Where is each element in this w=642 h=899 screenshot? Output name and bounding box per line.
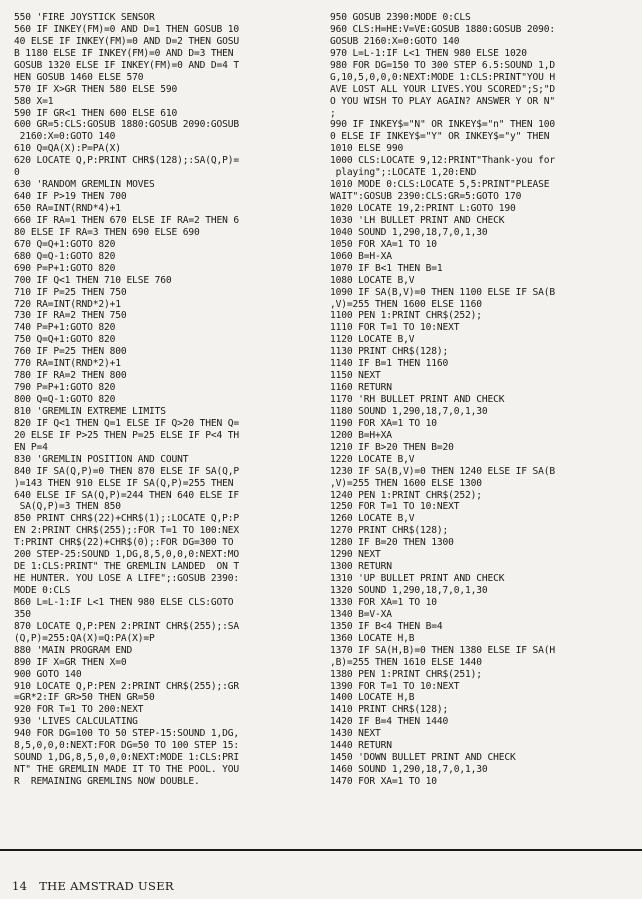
code-line: 1170 'RH BULLET PRINT AND CHECK bbox=[330, 394, 505, 405]
code-line: 940 FOR DG=100 TO 50 STEP-15:SOUND 1,DG, bbox=[14, 728, 240, 740]
code-line: 740 P=P+1:GOTO 820 bbox=[14, 322, 116, 334]
code-line: 610 Q=QA(X):P=PA(X) bbox=[14, 143, 121, 155]
code-line: 1110 FOR T=1 TO 10:NEXT bbox=[330, 322, 460, 334]
code-line: SOUND 1,DG,8,5,0,0,0:NEXT:MODE 1:CLS:PRI bbox=[14, 752, 240, 764]
code-line: 1200 B=H+XA bbox=[330, 429, 392, 441]
code-line: 1250 FOR T=1 TO 10:NEXT bbox=[330, 501, 460, 513]
code-line: AVE LOST ALL YOUR LIVES.YOU SCORED";S;"D bbox=[330, 83, 556, 95]
code-line: 640 IF P>19 THEN 700 bbox=[14, 191, 127, 203]
code-line: DE 1:CLS:PRINT" THE GREMLIN LANDED ON T bbox=[14, 561, 240, 573]
code-line: ,V)=255 THEN 1600 ELSE 1300 bbox=[330, 477, 482, 489]
code-line: 40 ELSE IF INKEY(FM)=0 AND D=2 THEN GOSU bbox=[14, 35, 240, 47]
code-line: 680 Q=Q-1:GOTO 820 bbox=[14, 250, 116, 262]
listing-column-left bbox=[14, 12, 318, 788]
code-line: 920 FOR T=1 TO 200:NEXT bbox=[14, 704, 144, 716]
code-line: ,B)=255 THEN 1610 ELSE 1440 bbox=[330, 656, 482, 668]
code-line: 910 LOCATE Q,P:PEN 2:PRINT CHR$(255);:GR bbox=[14, 680, 240, 692]
code-line: 550 'FIRE JOYSTICK SENSOR bbox=[14, 12, 155, 23]
code-line: 1230 IF SA(B,V)=0 THEN 1240 ELSE IF SA(B bbox=[330, 465, 556, 477]
code-line: 1240 PEN 1:PRINT CHR$(252); bbox=[330, 489, 482, 501]
code-line: 200 STEP-25:SOUND 1,DG,8,5,0,0,0:NEXT:MO bbox=[14, 549, 240, 561]
code-line: 2160:X=0:GOTO 140 bbox=[14, 131, 116, 143]
code-line: 870 LOCATE Q,P:PEN 2:PRINT CHR$(255);:SA bbox=[14, 620, 240, 632]
code-line: 650 RA=INT(RND*4)+1 bbox=[14, 203, 121, 214]
code-line: 1360 LOCATE H,B bbox=[330, 632, 415, 644]
code-line: 820 IF Q<1 THEN Q=1 ELSE IF Q>20 THEN Q= bbox=[14, 417, 240, 429]
code-line: 1270 PRINT CHR$(128); bbox=[330, 525, 449, 537]
page-footer bbox=[12, 879, 174, 893]
code-line: 1260 LOCATE B,V bbox=[330, 513, 415, 525]
code-line: 700 IF Q<1 THEN 710 ELSE 760 bbox=[14, 274, 172, 286]
code-line: 80 ELSE IF RA=3 THEN 690 ELSE 690 bbox=[14, 226, 200, 238]
code-line: 1210 IF B>20 THEN B=20 bbox=[330, 441, 454, 453]
code-line: 350 bbox=[14, 608, 31, 620]
code-line: 1190 FOR XA=1 TO 10 bbox=[330, 417, 437, 429]
code-line: 710 IF P=25 THEN 750 bbox=[14, 286, 127, 298]
code-line: 1310 'UP BULLET PRINT AND CHECK bbox=[330, 573, 505, 585]
code-line: 1120 LOCATE B,V bbox=[330, 334, 415, 346]
code-line: O YOU WISH TO PLAY AGAIN? ANSWER Y OR N" bbox=[330, 95, 556, 107]
code-line: 660 IF RA=1 THEN 670 ELSE IF RA=2 THEN 6 bbox=[14, 214, 240, 226]
code-line: 620 LOCATE Q,P:PRINT CHR$(128);:SA(Q,P)= bbox=[14, 155, 240, 167]
code-line: 970 L=L-1:IF L<1 THEN 980 ELSE 1020 bbox=[330, 47, 527, 59]
code-line: 1180 SOUND 1,290,18,7,0,1,30 bbox=[330, 405, 488, 417]
code-line: 1410 PRINT CHR$(128); bbox=[330, 704, 449, 716]
code-line: playing";:LOCATE 1,20:END bbox=[330, 167, 477, 179]
code-line: 1150 NEXT bbox=[330, 370, 381, 382]
code-line: 630 'RANDOM GREMLIN MOVES bbox=[14, 179, 155, 191]
code-line: 890 IF X=GR THEN X=0 bbox=[14, 656, 127, 668]
code-line: 1020 LOCATE 19,2:PRINT L:GOTO 190 bbox=[330, 203, 516, 214]
code-line: 880 'MAIN PROGRAM END bbox=[14, 644, 133, 656]
code-line: 20 ELSE IF P>25 THEN P=25 ELSE IF P<4 TH bbox=[14, 429, 240, 441]
code-line: 1130 PRINT CHR$(128); bbox=[330, 346, 449, 358]
code-line: 1330 FOR XA=1 TO 10 bbox=[330, 596, 437, 608]
code-line: EN 2:PRINT CHR$(255);:FOR T=1 TO 100:NEX bbox=[14, 525, 240, 537]
code-line: 1400 LOCATE H,B bbox=[330, 692, 415, 704]
code-line: 730 IF RA=2 THEN 750 bbox=[14, 310, 127, 322]
code-line: 1280 IF B=20 THEN 1300 bbox=[330, 537, 454, 549]
code-line: G,10,5,0,0,0:NEXT:MODE 1:CLS:PRINT"YOU H bbox=[330, 71, 556, 83]
code-line: T:PRINT CHR$(22)+CHR$(0);:FOR DG=300 TO bbox=[14, 537, 234, 549]
footer-rule bbox=[0, 849, 642, 851]
code-line: 810 'GREMLIN EXTREME LIMITS bbox=[14, 405, 166, 417]
code-line: 790 P=P+1:GOTO 820 bbox=[14, 382, 116, 394]
code-line: 1140 IF B=1 THEN 1160 bbox=[330, 358, 449, 370]
code-line: )=143 THEN 910 ELSE IF SA(Q,P)=255 THEN bbox=[14, 477, 234, 489]
code-line: 560 IF INKEY(FM)=0 AND D=1 THEN GOSUB 10 bbox=[14, 23, 240, 35]
code-line: 1000 CLS:LOCATE 9,12:PRINT"Thank-you for bbox=[330, 155, 556, 167]
code-line: 570 IF X>GR THEN 580 ELSE 590 bbox=[14, 83, 178, 95]
code-line: 690 P=P+1:GOTO 820 bbox=[14, 262, 116, 274]
code-line: 900 GOTO 140 bbox=[14, 668, 82, 680]
code-line: 640 ELSE IF SA(Q,P)=244 THEN 640 ELSE IF bbox=[14, 489, 240, 501]
code-line: ,V)=255 THEN 1600 ELSE 1160 bbox=[330, 298, 482, 310]
code-line: HEN GOSUB 1460 ELSE 570 bbox=[14, 71, 144, 83]
code-line: 590 IF GR<1 THEN 600 ELSE 610 bbox=[14, 107, 178, 119]
code-line: 1290 NEXT bbox=[330, 549, 381, 561]
code-line: 950 GOSUB 2390:MODE 0:CLS bbox=[330, 12, 471, 23]
code-line: EN P=4 bbox=[14, 441, 48, 453]
code-line: WAIT":GOSUB 2390:CLS:GR=5:GOTO 170 bbox=[330, 191, 522, 203]
code-line: 600 GR=5:CLS:GOSUB 1880:GOSUB 2090:GOSUB bbox=[14, 119, 240, 131]
code-line: 1040 SOUND 1,290,18,7,0,1,30 bbox=[330, 226, 488, 238]
code-line: 1070 IF B<1 THEN B=1 bbox=[330, 262, 443, 274]
code-line: R REMAINING GREMLINS NOW DOUBLE. bbox=[14, 776, 200, 787]
code-line: 1220 LOCATE B,V bbox=[330, 453, 415, 465]
code-line: 670 Q=Q+1:GOTO 820 bbox=[14, 238, 116, 250]
code-line: 750 Q=Q+1:GOTO 820 bbox=[14, 334, 116, 346]
code-line: 1030 'LH BULLET PRINT AND CHECK bbox=[330, 214, 505, 226]
code-line: 720 RA=INT(RND*2)+1 bbox=[14, 298, 121, 310]
code-line: 850 PRINT CHR$(22)+CHR$(1);:LOCATE Q,P:P bbox=[14, 513, 240, 525]
code-line: 1090 IF SA(B,V)=0 THEN 1100 ELSE IF SA(B bbox=[330, 286, 556, 298]
code-line: 1380 PEN 1:PRINT CHR$(251); bbox=[330, 668, 482, 680]
code-line: 0 bbox=[14, 167, 20, 179]
code-line: 990 IF INKEY$="N" OR INKEY$="n" THEN 100 bbox=[330, 119, 556, 131]
code-line: 930 'LIVES CALCULATING bbox=[14, 716, 138, 728]
code-line: 1060 B=H-XA bbox=[330, 250, 392, 262]
code-line: 1010 MODE 0:CLS:LOCATE 5,5:PRINT"PLEASE bbox=[330, 179, 550, 191]
code-line: 1160 RETURN bbox=[330, 382, 392, 394]
code-line: 1470 FOR XA=1 TO 10 bbox=[330, 776, 437, 787]
code-line: 0 ELSE IF INKEY$="Y" OR INKEY$="y" THEN bbox=[330, 131, 550, 143]
code-line: 770 RA=INT(RND*2)+1 bbox=[14, 358, 121, 370]
code-line: 1340 B=V-XA bbox=[330, 608, 392, 620]
code-line: 1370 IF SA(H,B)=0 THEN 1380 ELSE IF SA(H bbox=[330, 644, 556, 656]
code-line: 1420 IF B=4 THEN 1440 bbox=[330, 716, 449, 728]
code-line: 1430 NEXT bbox=[330, 728, 381, 740]
code-line: 980 FOR DG=150 TO 300 STEP 6.5:SOUND 1,D bbox=[330, 59, 556, 71]
code-line: B 1180 ELSE IF INKEY(FM)=0 AND D=3 THEN bbox=[14, 47, 234, 59]
magazine-title: THE AMSTRAD USER bbox=[39, 879, 174, 893]
code-line: HE HUNTER. YOU LOSE A LIFE";:GOSUB 2390: bbox=[14, 573, 240, 585]
code-line: ; bbox=[330, 107, 336, 119]
code-line: 1460 SOUND 1,290,18,7,0,1,30 bbox=[330, 764, 488, 776]
code-line: 800 Q=Q-1:GOTO 820 bbox=[14, 394, 116, 405]
code-line: 1350 IF B<4 THEN B=4 bbox=[330, 620, 443, 632]
code-line: MODE 0:CLS bbox=[14, 585, 71, 596]
code-line: 760 IF P=25 THEN 800 bbox=[14, 346, 127, 358]
code-line: 840 IF SA(Q,P)=0 THEN 870 ELSE IF SA(Q,P bbox=[14, 465, 240, 477]
code-line: NT" THE GREMLIN MADE IT TO THE POOL. YOU bbox=[14, 764, 240, 776]
code-line: 960 CLS:H=HE:V=VE:GOSUB 1880:GOSUB 2090: bbox=[330, 23, 556, 35]
code-line: 580 X=1 bbox=[14, 95, 54, 107]
code-line: 1050 FOR XA=1 TO 10 bbox=[330, 238, 437, 250]
code-line: 1450 'DOWN BULLET PRINT AND CHECK bbox=[330, 752, 516, 764]
code-line: 860 L=L-1:IF L<1 THEN 980 ELSE CLS:GOTO bbox=[14, 596, 234, 608]
code-line: 780 IF RA=2 THEN 800 bbox=[14, 370, 127, 382]
code-line: (Q,P)=255:QA(X)=Q:PA(X)=P bbox=[14, 632, 155, 644]
code-line: GOSUB 1320 ELSE IF INKEY(FM)=0 AND D=4 T bbox=[14, 59, 240, 71]
code-line: =GR*2:IF GR>50 THEN GR=50 bbox=[14, 692, 155, 704]
code-line: 1440 RETURN bbox=[330, 740, 392, 752]
code-line: 1080 LOCATE B,V bbox=[330, 274, 415, 286]
code-line: 830 'GREMLIN POSITION AND COUNT bbox=[14, 453, 189, 465]
code-line: 1300 RETURN bbox=[330, 561, 392, 573]
code-line: 1100 PEN 1:PRINT CHR$(252); bbox=[330, 310, 482, 322]
code-line: 1010 ELSE 990 bbox=[330, 143, 404, 155]
code-line: 1320 SOUND 1,290,18,7,0,1,30 bbox=[330, 585, 488, 596]
code-line: GOSUB 2160:X=0:GOTO 140 bbox=[330, 35, 460, 47]
page-number: 14 bbox=[12, 879, 28, 893]
code-line: 8,5,0,0,0:NEXT:FOR DG=50 TO 100 STEP 15: bbox=[14, 740, 240, 752]
code-line: 1390 FOR T=1 TO 10:NEXT bbox=[330, 680, 460, 692]
code-line: SA(Q,P)=3 THEN 850 bbox=[14, 501, 121, 513]
listing-column-right bbox=[330, 12, 642, 788]
